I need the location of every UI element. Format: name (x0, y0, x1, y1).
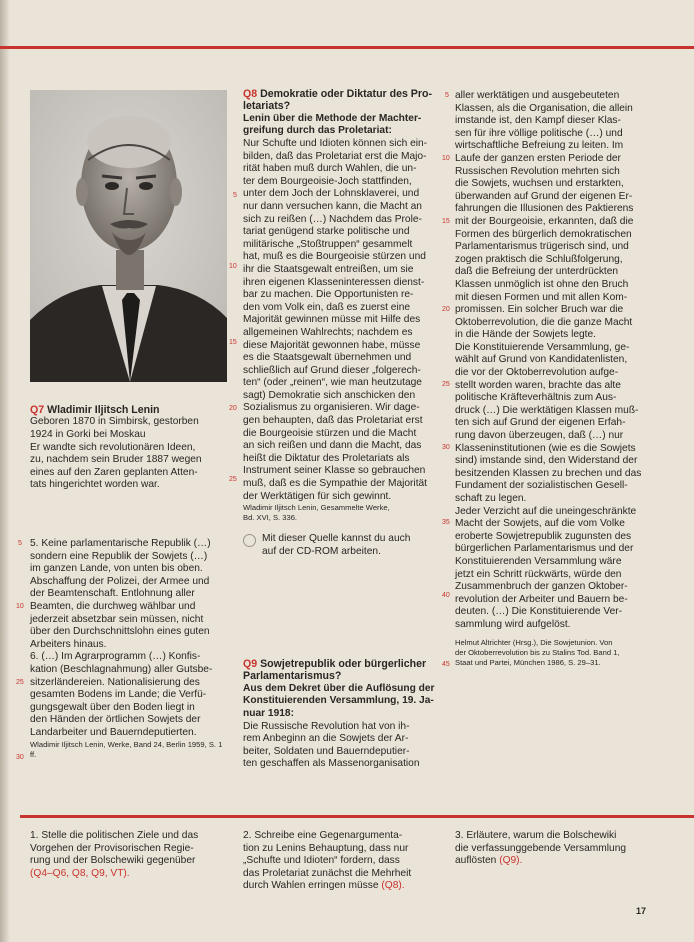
q8-line: ter dem Bourgeoisie-Joch stattfinden, (243, 175, 412, 187)
q9-text-line: revolution der Arbeiter und Bauern be- (455, 593, 628, 605)
q7-line: eines auf den Zaren geplanten Atten- (30, 466, 198, 478)
q8-line: militärische „Stoßtruppen“ gesammelt (243, 238, 413, 250)
task-line: Vorgehen der Provisorischen Regie- (30, 842, 194, 854)
task-2 (243, 830, 443, 893)
q9-text-line: Klassen, als die Organisation, die allein (455, 102, 633, 114)
q8-line: diese Majorität gewonnen habe, müsse (243, 339, 421, 351)
q8-number: Q8 (243, 88, 258, 100)
task-line: rung und der Bolschewiki gegenüber (30, 855, 196, 867)
q9-text-line: fahrungen die Illusionen des Paktierens (455, 203, 634, 215)
q8-line: tariat genügend starke politische und (243, 226, 410, 238)
q8-line: Sozialismus zu organisieren. Wir dage- (243, 402, 420, 414)
line-number: 25 (229, 476, 237, 483)
q8-line: rität haben muß durch Wahlen, die un- (243, 163, 417, 175)
q7-text-line: den Händen der örtlichen Sowjets der (30, 714, 201, 726)
q9-text-line: bürgerlichen Parlamentarismus und der (455, 543, 634, 555)
q8-title: Demokratie oder Diktatur des Pro- (260, 88, 432, 100)
task-ref: (Q8). (381, 880, 405, 892)
q9-source: der Oktoberrevolution bis zu Stalins Tod. Band 1, (455, 647, 620, 657)
q7-line: Geboren 1870 in Simbirsk, gestorben (30, 416, 199, 428)
line-number: 15 (229, 339, 237, 346)
line-number: 25 (442, 381, 450, 388)
q7-text-line: Beamten, die durchweg wählbar und (30, 600, 196, 612)
q8-line: Majorität gewinnen müsse mit Hilfe des (243, 314, 421, 326)
q8-line: an sich reißen und dann die Macht, das (243, 440, 422, 452)
q7-text-line: jederzeit absetzbar sein müssen, nicht (30, 613, 204, 625)
q7-line: 1924 in Gorki bei Moskau (30, 429, 146, 440)
q9-line: Die Russische Revolution hat von ih- (243, 720, 410, 732)
q8-line: sich zu reißen (…) Nachdem das Prole- (243, 213, 422, 225)
q8-subtitle: greifung durch das Proletariat: (243, 125, 392, 137)
task-ref: (Q4–Q6, Q8, Q9, VT). (30, 867, 130, 879)
q7-caption (30, 404, 227, 492)
q7-text-line: sitzerländereien. Nationalisierung des (30, 676, 200, 688)
q9-heading-block (243, 658, 443, 771)
q8-line: muß, daß es die Sympathie der Majorität (243, 478, 428, 490)
q8-line: schließlich auf Grund dieser „folgerech- (243, 364, 421, 376)
q7-line: Er wandte sich revolutionären Ideen, (30, 441, 196, 453)
q7-line: tats hingerichtet worden war. (30, 479, 160, 491)
q9-text-line: stellt worden waren, brachte das alte (455, 379, 621, 391)
q7-source-citation: Wladimir Iljitsch Lenin, Werke, Band 24, Berlin 1959, S. 1 ff. (30, 739, 223, 759)
q8-line: bilden, daß das Proletariat erst die Majo- (243, 150, 427, 162)
q9-text-line: rung davon überzeugen, daß (…) nur (455, 430, 624, 442)
q9-text-line: Fundament der sozialistischen Gesell- (455, 480, 628, 492)
q7-line: zu, nachdem sein Bruder 1887 wegen (30, 454, 202, 466)
task-line: tion zu Lenins Behauptung, dass nur (243, 842, 409, 854)
q9-text-line: Russischen Revolution mehrten sich (455, 165, 620, 177)
page-number: 17 (636, 906, 647, 916)
task-1 (30, 830, 230, 880)
line-number: 20 (229, 405, 237, 412)
q8-line: hat, muß es die Bourgeoisie stürzen und (243, 251, 426, 263)
q9-text-line: Oktoberrevolution, die die ganze Macht (455, 316, 633, 328)
q9-text-line: druck (…) Die werktätigen Klassen muß- (455, 404, 639, 416)
task-line: die verfassunggebende Versammlung (455, 842, 627, 854)
q9-text-line: sind) imstande sind, den Widerstand der (455, 455, 638, 467)
q8-subtitle: Lenin über die Methode der Machter- (243, 112, 422, 124)
q9-line: beiter, Soldaten und Bauerndeputier- (243, 745, 410, 757)
line-number: 5 (445, 92, 449, 99)
line-number: 20 (442, 306, 450, 313)
task-line: durch Wahlen erringen müsse (243, 880, 379, 892)
q9-line: ten geschaffen als Massenorganisation (243, 758, 420, 770)
q9-column (455, 90, 680, 668)
q7-text-line: Landarbeiter und Bauerndeputierten. (30, 726, 197, 738)
q7-text-line: gungsgewalt über den Boden liegt in (30, 701, 195, 713)
q9-text-line: Formen des bürgerlich demokratischen (455, 228, 632, 240)
top-red-rule (0, 46, 694, 49)
line-number: 45 (442, 661, 450, 668)
task-line: das Proletariat zunächst die Mehrheit (243, 867, 412, 879)
line-number: 10 (442, 155, 450, 162)
q7-text-line: sondern eine Republik der Sowjets (…) (30, 550, 208, 562)
line-number: 5 (18, 540, 22, 547)
q9-text-line: politische Kräfteverhältnis zum Aus- (455, 392, 617, 404)
q8-line: unter dem Joch der Lohnsklaverei, und (243, 188, 420, 200)
page-spine (0, 0, 10, 942)
q9-text-line: Macht der Sowjets, auf die vom Volke (455, 518, 625, 530)
q9-subtitle: Aus dem Dekret über die Auflösung der (243, 682, 435, 694)
q9-source: Helmut Altrichter (Hrsg.), Die Sowjetunion. Von (455, 637, 613, 647)
q9-number: Q9 (243, 658, 258, 670)
q8-line: gen behaupten, daß das Proletariat erst (243, 415, 423, 427)
q9-text-line: überwanden auf Grund der eigenen Er- (455, 190, 633, 202)
q7-text-line: Abschaffung der Polizei, der Armee und (30, 575, 210, 587)
q8-title-cont: letariats? (243, 100, 291, 113)
q8-line: ihren eigenen Klasseninteressen dienst- (243, 276, 425, 288)
line-number: 5 (233, 192, 237, 199)
cd-rom-text: Mit dieser Quelle kannst du auch (262, 533, 411, 545)
line-number: 40 (442, 592, 450, 599)
q9-text-line: Klassen unmöglich ist ohne den Bruch (455, 278, 629, 290)
q9-text-line: Die Konstituierende Versammlung, ge- (455, 341, 630, 353)
q9-text-line: Laufe der ganzen ersten Periode der (455, 152, 621, 164)
q9-text-line: eroberte Sowjetrepublik zugunsten des (455, 530, 632, 542)
lenin-portrait-photo (30, 90, 227, 382)
q8-line: den vom Volk ein, daß es zuerst eine (243, 301, 411, 313)
q9-title: Sowjetrepublik oder bürgerlicher (260, 658, 427, 670)
q9-text-line: aller werktätigen und ausgebeuteten (455, 90, 620, 101)
q9-text-line: ten sich auf Grund der eigenen Erfah- (455, 417, 626, 429)
q9-subtitle: nuar 1918: (243, 708, 294, 719)
q9-text-line: in die Hände der Sowjets legte. (455, 329, 597, 341)
q8-source: Bd. XVI, S. 336. (243, 513, 298, 523)
q9-text-line: Parlamentarismus trügerisch sind, und (455, 241, 629, 253)
line-number: 25 (16, 679, 24, 686)
q9-text-line: deuten. (…) Die Konstituierende Ver- (455, 606, 623, 618)
q8-line: die Bourgeoisie stürzen und die Macht (243, 427, 417, 439)
q9-source: Staat und Partei, München 1986, S. 29–31. (455, 657, 601, 667)
q9-text-line: Konstituierenden Versammlung wäre (455, 555, 622, 567)
q9-text-line: imstande ist, den Kampf dieser Klas- (455, 115, 621, 127)
task-line: auflösten (455, 855, 497, 867)
line-number: 10 (229, 263, 237, 270)
q8-line: Nur Schufte und Idioten können sich ein- (243, 138, 428, 149)
q8-line: Instrument seiner Klasse so gebrauchen (243, 465, 426, 477)
task-ref: (Q9). (499, 855, 523, 867)
task-3 (455, 830, 675, 868)
q9-text-line: wählt auf Grund von Kandidatenlisten, (455, 354, 628, 366)
q8-line: bar zu machen. Die Opportunisten re- (243, 289, 414, 301)
q9-text-line: mit diesen Formen und mit allen Kom- (455, 291, 628, 303)
q9-text-line: Zusammenbruch der ganzen Oktober- (455, 581, 628, 593)
cd-rom-text: auf der CD-ROM arbeiten. (262, 545, 381, 557)
q9-text-line: daß die Befreiung der unterdrückten (455, 266, 619, 278)
q8-line: allgemeinen Wahlrechts; nachdem es (243, 326, 413, 338)
q8-column (243, 88, 443, 558)
q7-text-line: Arbeiters hinaus. (30, 638, 107, 650)
q7-source-text (30, 538, 230, 760)
q8-line: der Werktätigen für sich gewinnt. (243, 490, 392, 502)
q9-text-line: Jeder Verzicht auf die uneingeschränkte (455, 505, 637, 517)
q7-text-line: 6. (…) Im Agrarprogramm (…) Konfis- (30, 651, 201, 663)
task-line: 3. Erläutere, warum die Bolschewiki (455, 830, 617, 841)
tasks-red-rule (20, 815, 694, 818)
cd-rom-note (243, 533, 443, 558)
q7-text-line: über den Durchschnittslohn eines guten (30, 626, 210, 638)
q9-text-line: wirtschaftliche Befreiung zu leiten. Im (455, 140, 624, 152)
line-number: 35 (442, 519, 450, 526)
line-number: 15 (442, 218, 450, 225)
q9-text-line: die Sowjets, wuchsen und erstarkten, (455, 178, 624, 190)
q8-source: Wladimir Iljitsch Lenin, Gesammelte Werke, (243, 503, 390, 513)
q9-text-line: jetzt ein Schritt rückwärts, würde den (455, 568, 622, 580)
q9-text-line: sen für ihre völlige politische (…) und (455, 127, 623, 139)
q9-subtitle: Konstituierenden Versammlung, 19. Ja- (243, 695, 434, 707)
q9-title-cont: Parlamentarismus? (243, 670, 342, 683)
q9-text-line: Klasseninstitutionen (wie es die Sowjets (455, 442, 636, 454)
cd-rom-icon (243, 534, 256, 547)
q8-line: es die Staatsgewalt übernehmen und (243, 352, 412, 364)
q7-text-line: gesamten Bodens im Lande; die Verfü- (30, 689, 207, 701)
line-number: 10 (16, 603, 24, 610)
line-number: 30 (442, 444, 450, 451)
q7-title: Wladimir Iljitsch Lenin (47, 404, 160, 416)
q8-line: nur dann versuchen kann, die Macht an (243, 200, 422, 212)
q9-line: rem Anbeginn an die Sowjets der Ar- (243, 733, 409, 745)
q7-text-line: 5. Keine parlamentarische Republik (…) (30, 538, 211, 549)
task-line: 1. Stelle die politischen Ziele und das (30, 830, 199, 841)
task-line: 2. Schreibe eine Gegenargumenta- (243, 830, 403, 841)
q9-text-line: die vor der Oktoberrevolution aufge- (455, 367, 619, 379)
q7-text-line: kation (Beschlagnahmung) aller Gutsbe- (30, 663, 213, 675)
q8-line: heißt die Diktatur des Proletariats als (243, 452, 410, 464)
q9-text-line: mit der Bourgeoisie, erkannten, daß die (455, 215, 634, 227)
q8-line: sagt) Demokratie sich anschicken den (243, 389, 416, 401)
q7-text-line: im ganzen Lande, von unten bis oben. (30, 563, 203, 575)
line-number: 30 (16, 754, 24, 761)
q8-line: ten“ (oder „reinen“, wie man heutzutage (243, 377, 422, 389)
q8-line: ihr die Staatsgewalt entreißen, um sie (243, 263, 414, 275)
q7-number: Q7 (30, 404, 45, 416)
q9-text-line: sammlung wird aufgelöst. (455, 618, 571, 630)
q7-text-line: der Beamtenschaft. Entlohnung aller (30, 588, 195, 600)
q9-text-line: schaft zu legen. (455, 493, 527, 504)
task-line: „Schufte und Idioten“ fordern, dass (243, 855, 400, 867)
q9-text-line: besitzenden Klassen zu brechen und das (455, 467, 642, 479)
q9-text-line: zogen praktisch die Schlußfolgerung, (455, 253, 623, 265)
q9-text-line: promissen. Ein solcher Bruch war die (455, 304, 624, 316)
